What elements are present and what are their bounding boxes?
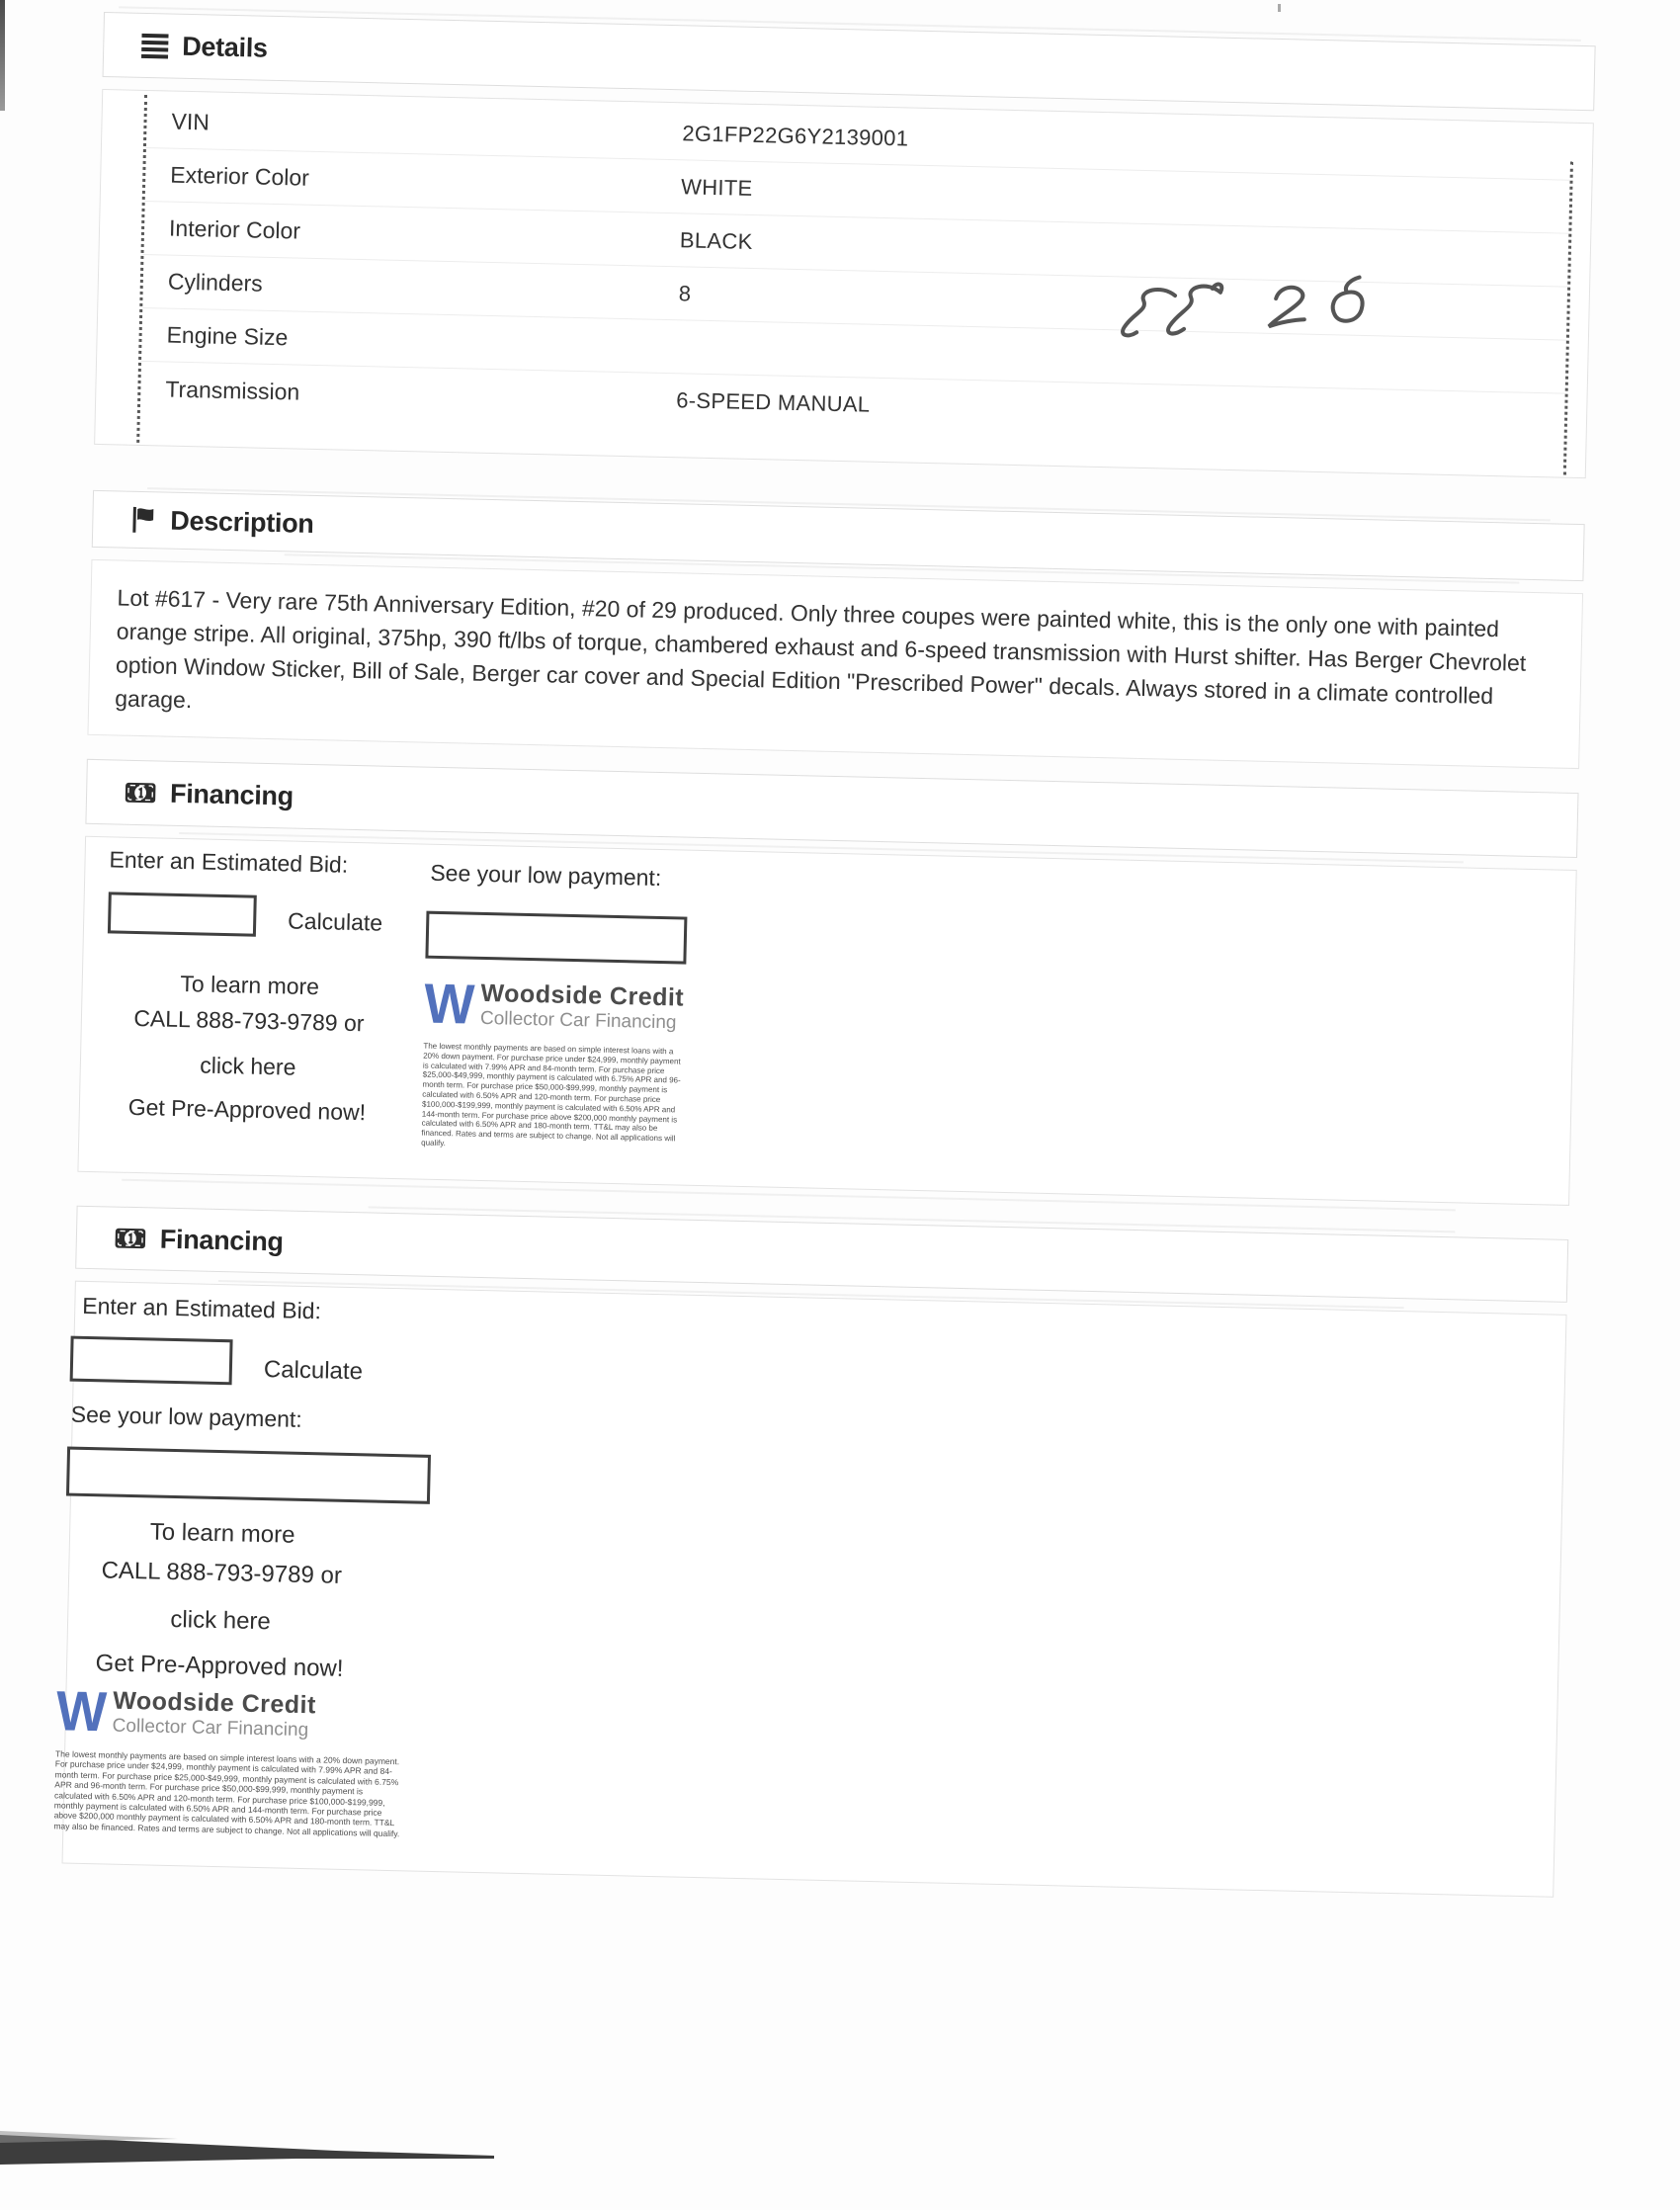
detail-value-cylinders: 8 [678, 280, 692, 306]
banknote-icon [115, 1228, 146, 1250]
learn-more-text: To learn more [180, 971, 320, 1000]
list-icon [141, 33, 169, 58]
financing-disclaimer-2: The lowest monthly payments are based on simple interest loans with a 20% down payment. For purchase price under $24,999, monthly payment is calculated with 7.99% APR and 84-month term. For purchase price $25,000-$49,999, monthly payment is calculated with 6.75% APR and 96-month term. For purchase price $50,000-$99,999, monthly payment is calculated with 6.50% APR and 120-month term. For purchase price $100,000-$199,999, monthly payment is calculated with 6.50% APR and 144-month term. For purchase price above $200,000 monthly payment is calculated with 6.50% APR and 180-month term. TT&L may also be financed. Rates and terms are subject to change. Not all applications will qualify. [53, 1748, 400, 1839]
learn-more-block [94, 967, 403, 1128]
flag-icon [130, 506, 157, 535]
calculate-button[interactable]: Calculate [287, 907, 383, 936]
estimated-bid-input-2[interactable] [70, 1336, 233, 1386]
learn-more-text: To learn more [149, 1518, 295, 1549]
estimated-bid-label: Enter an Estimated Bid: [109, 846, 349, 878]
call-phone-text: CALL 888-793-9789 or [133, 1004, 365, 1037]
detail-label-exterior-color: Exterior Color [170, 161, 310, 191]
low-payment-output[interactable] [425, 911, 687, 965]
learn-more-block-2 [42, 1515, 401, 1685]
lender-name: Woodside Credit [480, 978, 685, 1012]
banknote-icon [125, 782, 156, 805]
detail-label-interior-color: Interior Color [168, 214, 301, 244]
click-here-link[interactable]: click here [200, 1052, 296, 1080]
detail-value-exterior-color: WHITE [680, 173, 753, 201]
detail-label-vin: VIN [171, 108, 210, 135]
scan-speck [1278, 4, 1281, 12]
preapproved-text: Get Pre-Approved now! [127, 1093, 367, 1126]
estimated-bid-input[interactable] [108, 892, 257, 936]
calculate-button-2[interactable]: Calculate [263, 1356, 364, 1386]
preapproved-text: Get Pre-Approved now! [95, 1650, 344, 1682]
scanner-edge-mark [0, 0, 5, 111]
financing-title-2: Financing [159, 1224, 285, 1256]
estimated-bid-label-2: Enter an Estimated Bid: [82, 1292, 322, 1324]
financing-disclaimer: The lowest monthly payments are based on simple interest loans with a 20% down payment. For purchase price under $24,999, monthly payment is calculated with 7.99% APR and 84-month term. For purchase price $25,000-$49,999, monthly payment is calculated with 6.75% APR and 96-month term. For purchase price $50,000-$99,999, monthly payment is calculated with 6.50% APR and 120-month term. For purchase price $100,000-$199,999, monthly payment is calculated with 6.50% APR and 144-month term. For purchase price above $200,000 monthly payment is calculated with 6.50% APR and 180-month term. TT&L may also be financed. Rates and terms are subject to change. Not all applications will qualify. [421, 1041, 681, 1148]
lender-tagline: Collector Car Financing [479, 1007, 677, 1034]
description-text: Lot #617 - Very rare 75th Anniversary Edition, #20 of 29 produced. Only three coupes were painted white, this is the only one with painted orange stripe. All original, 375hp, 390 ft/lbs of torque, chambered exhaust and 6-speed transmission with Hurst shifter. Has Berger Chevrolet option Window Sticker, Bill of Sale, Berger car cover and Special Edition "Prescribed Power" decals. Always stored in a climate controlled garage. [87, 559, 1583, 769]
handwritten-annotation [1109, 261, 1408, 359]
woodside-logo-w-icon: W [55, 1679, 104, 1743]
details-title: Details [181, 31, 269, 63]
woodside-credit-logo-2 [55, 1679, 317, 1743]
scanner-edge-shadow [0, 2131, 514, 2167]
call-phone-text: CALL 888-793-9789 or [101, 1557, 343, 1589]
low-payment-output-2[interactable] [66, 1447, 431, 1504]
financing-title: Financing [169, 778, 294, 811]
detail-label-transmission: Transmission [165, 376, 300, 405]
detail-value-vin: 2G1FP22G6Y2139001 [682, 120, 909, 151]
detail-label-cylinders: Cylinders [167, 268, 264, 297]
detail-value-interior-color: BLACK [679, 226, 753, 254]
low-payment-label-2: See your low payment: [70, 1401, 303, 1432]
click-here-link[interactable]: click here [170, 1605, 272, 1636]
low-payment-label: See your low payment: [430, 859, 662, 892]
lender-name: Woodside Credit [112, 1686, 317, 1720]
description-title: Description [170, 505, 314, 539]
woodside-credit-logo [423, 973, 685, 1037]
detail-label-engine-size: Engine Size [166, 321, 289, 351]
woodside-logo-w-icon: W [423, 973, 472, 1037]
lender-tagline: Collector Car Financing [112, 1715, 309, 1742]
detail-value-transmission: 6-SPEED MANUAL [676, 387, 871, 417]
